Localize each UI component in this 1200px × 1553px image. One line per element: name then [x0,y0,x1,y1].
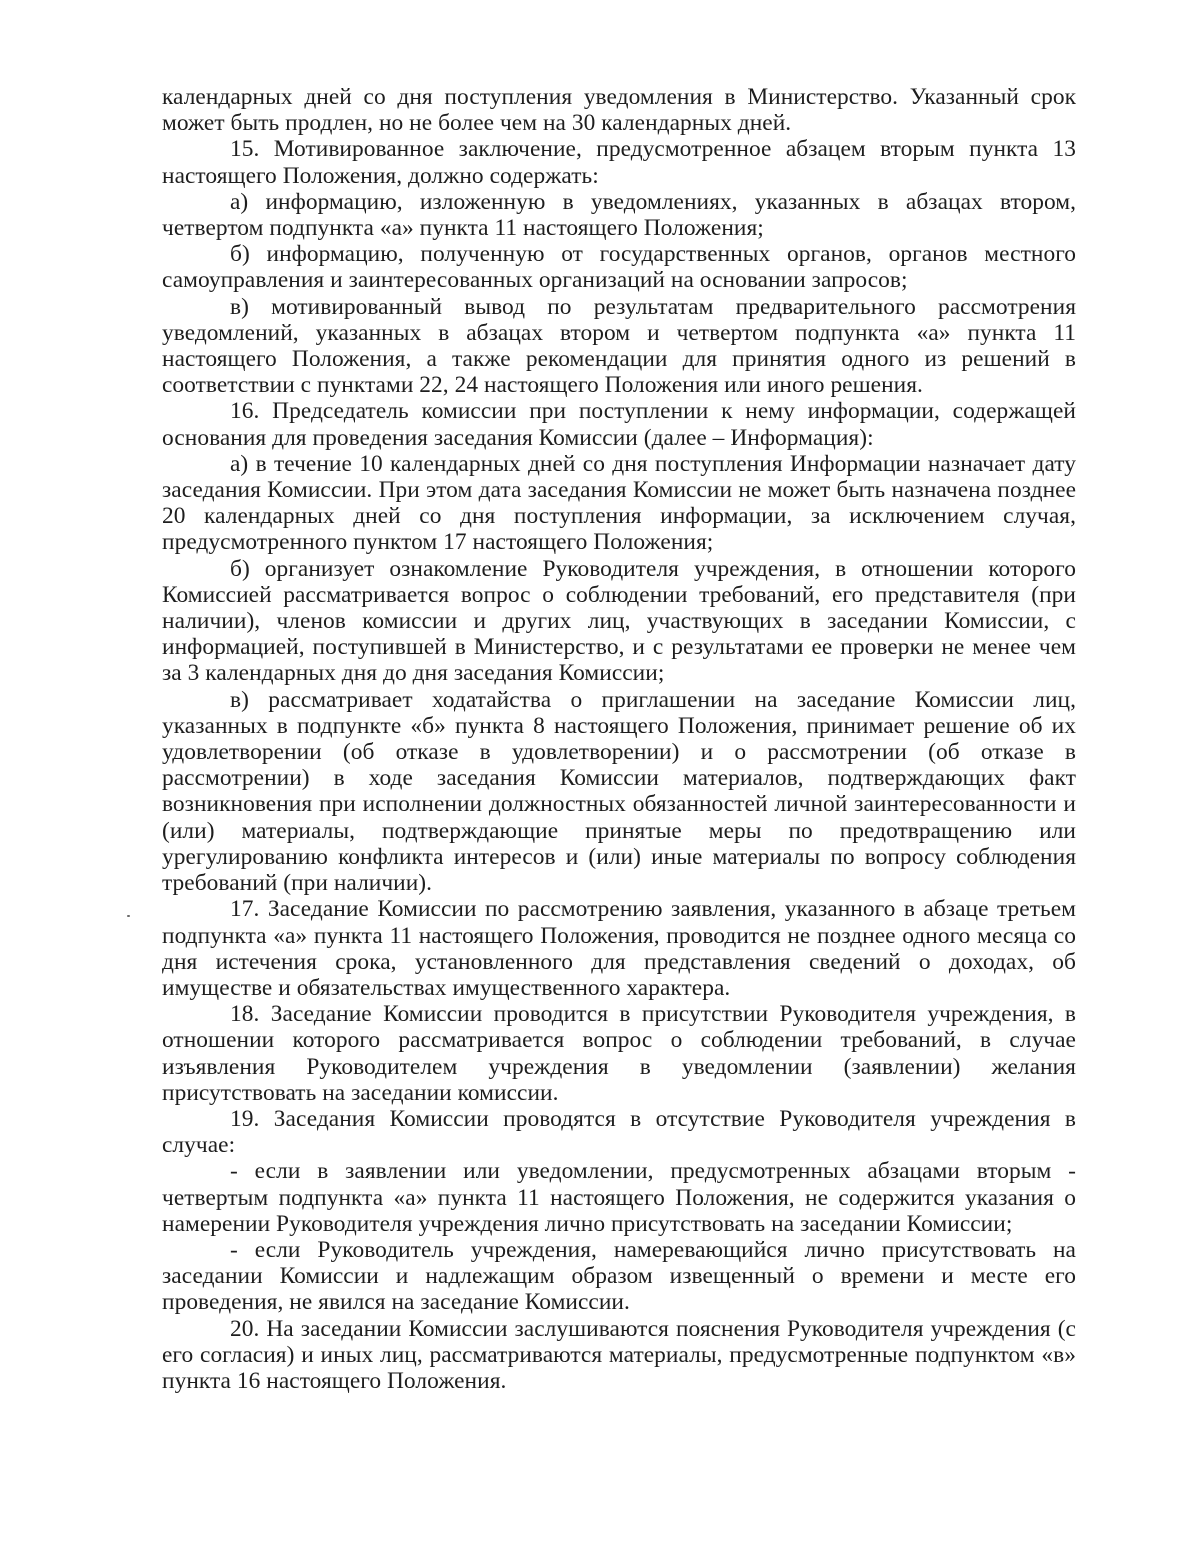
paragraph-subitem-16a: а) в течение 10 календарных дней со дня поступления Информации назначает дату заседания Комиссии. При этом дата заседания Комиссии не может быть назначена позднее 20 календарных дней со дня поступления информации, за исключением случая, предусмотренного пунктом 17 настоящего Положения; [162,450,1076,556]
document-body [162,84,1076,1394]
paragraph-subitem-15b: б) информацию, полученную от государственных органов, органов местного самоуправления и заинтересованных организаций на основании запросов; [162,241,1076,294]
paragraph-item-15: 15. Мотивированное заключение, предусмотренное абзацем вторым пункта 13 настоящего Положения, должно содержать: [162,136,1076,189]
scan-speck [127,915,130,917]
paragraph-subitem-16b: б) организует ознакомление Руководителя учреждения, в отношении которого Комиссией рассматривается вопрос о соблюдении требований, его представителя (при наличии), членов комиссии и других лиц, участвующих в заседании Комиссии, с информацией, поступившей в Министерство, и с результатами ее проверки не менее чем за 3 календарных дня до дня заседания Комиссии; [162,555,1076,687]
paragraph-item-19: 19. Заседания Комиссии проводятся в отсутствие Руководителя учреждения в случае: [162,1105,1076,1159]
paragraph-subitem-15v: в) мотивированный вывод по результатам предварительного рассмотрения уведомлений, указанных в абзацах втором и четвертом подпункта «а» пункта 11 настоящего Положения, а также рекомендации для принятия одного из решений в соответствии с пунктами 22, 24 настоящего Положения или иного решения. [162,293,1076,399]
paragraph-item-16: 16. Председатель комиссии при поступлении к нему информации, содержащей основания для проведения заседания Комиссии (далее – Информация): [162,398,1076,451]
paragraph-item-20: 20. На заседании Комиссии заслушиваются пояснения Руководителя учреждения (с его согласия) и иных лиц, рассматриваются материалы, предусмотренные подпунктом «в» пункта 16 настоящего Положения. [162,1315,1076,1394]
paragraph-continuation: календарных дней со дня поступления уведомления в Министерство. Указанный срок может быть продлен, но не более чем на 30 календарных дней. [162,84,1076,137]
paragraph-item-17: 17. Заседание Комиссии по рассмотрению заявления, указанного в абзаце третьем подпункта «а» пункта 11 настоящего Положения, проводится не позднее одного месяца со дня истечения срока, установленного для представления сведений о доходах, об имуществе и обязательствах имущественного характера. [162,896,1076,1001]
paragraph-bullet-19-1: - если в заявлении или уведомлении, предусмотренных абзацами вторым - четвертым подпункта «а» пункта 11 настоящего Положения, не содержится указания о намерении Руководителя учреждения лично присутствовать на заседании Комиссии; [162,1158,1076,1237]
paragraph-bullet-19-2: - если Руководитель учреждения, намеревающийся лично присутствовать на заседании Комиссии и надлежащим образом извещенный о времени и месте его проведения, не явился на заседание Комиссии. [162,1236,1076,1316]
paragraph-subitem-15a: а) информацию, изложенную в уведомлениях, указанных в абзацах втором, четвертом подпункта «а» пункта 11 настоящего Положения; [162,188,1076,242]
paragraph-subitem-16v: в) рассматривает ходатайства о приглашении на заседание Комиссии лиц, указанных в подпункте «б» пункта 8 настоящего Положения, принимает решение об их удовлетворении (об отказе в удовлетворении) и о рассмотрении (об отказе в рассмотрении) в ходе заседания Комиссии материалов, подтверждающих факт возникновения при исполнении должностных обязанностей личной заинтересованности и (или) материалы, подтверждающие принятые меры по предотвращению или урегулированию конфликта интересов и (или) иные материалы по вопросу соблюдения требований (при наличии). [162,686,1076,897]
paragraph-item-18: 18. Заседание Комиссии проводится в присутствии Руководителя учреждения, в отношении которого рассматривается вопрос о соблюдении требований, в случае изъявления Руководителем учреждения в уведомлении (заявлении) желания присутствовать на заседании комиссии. [162,1001,1076,1106]
